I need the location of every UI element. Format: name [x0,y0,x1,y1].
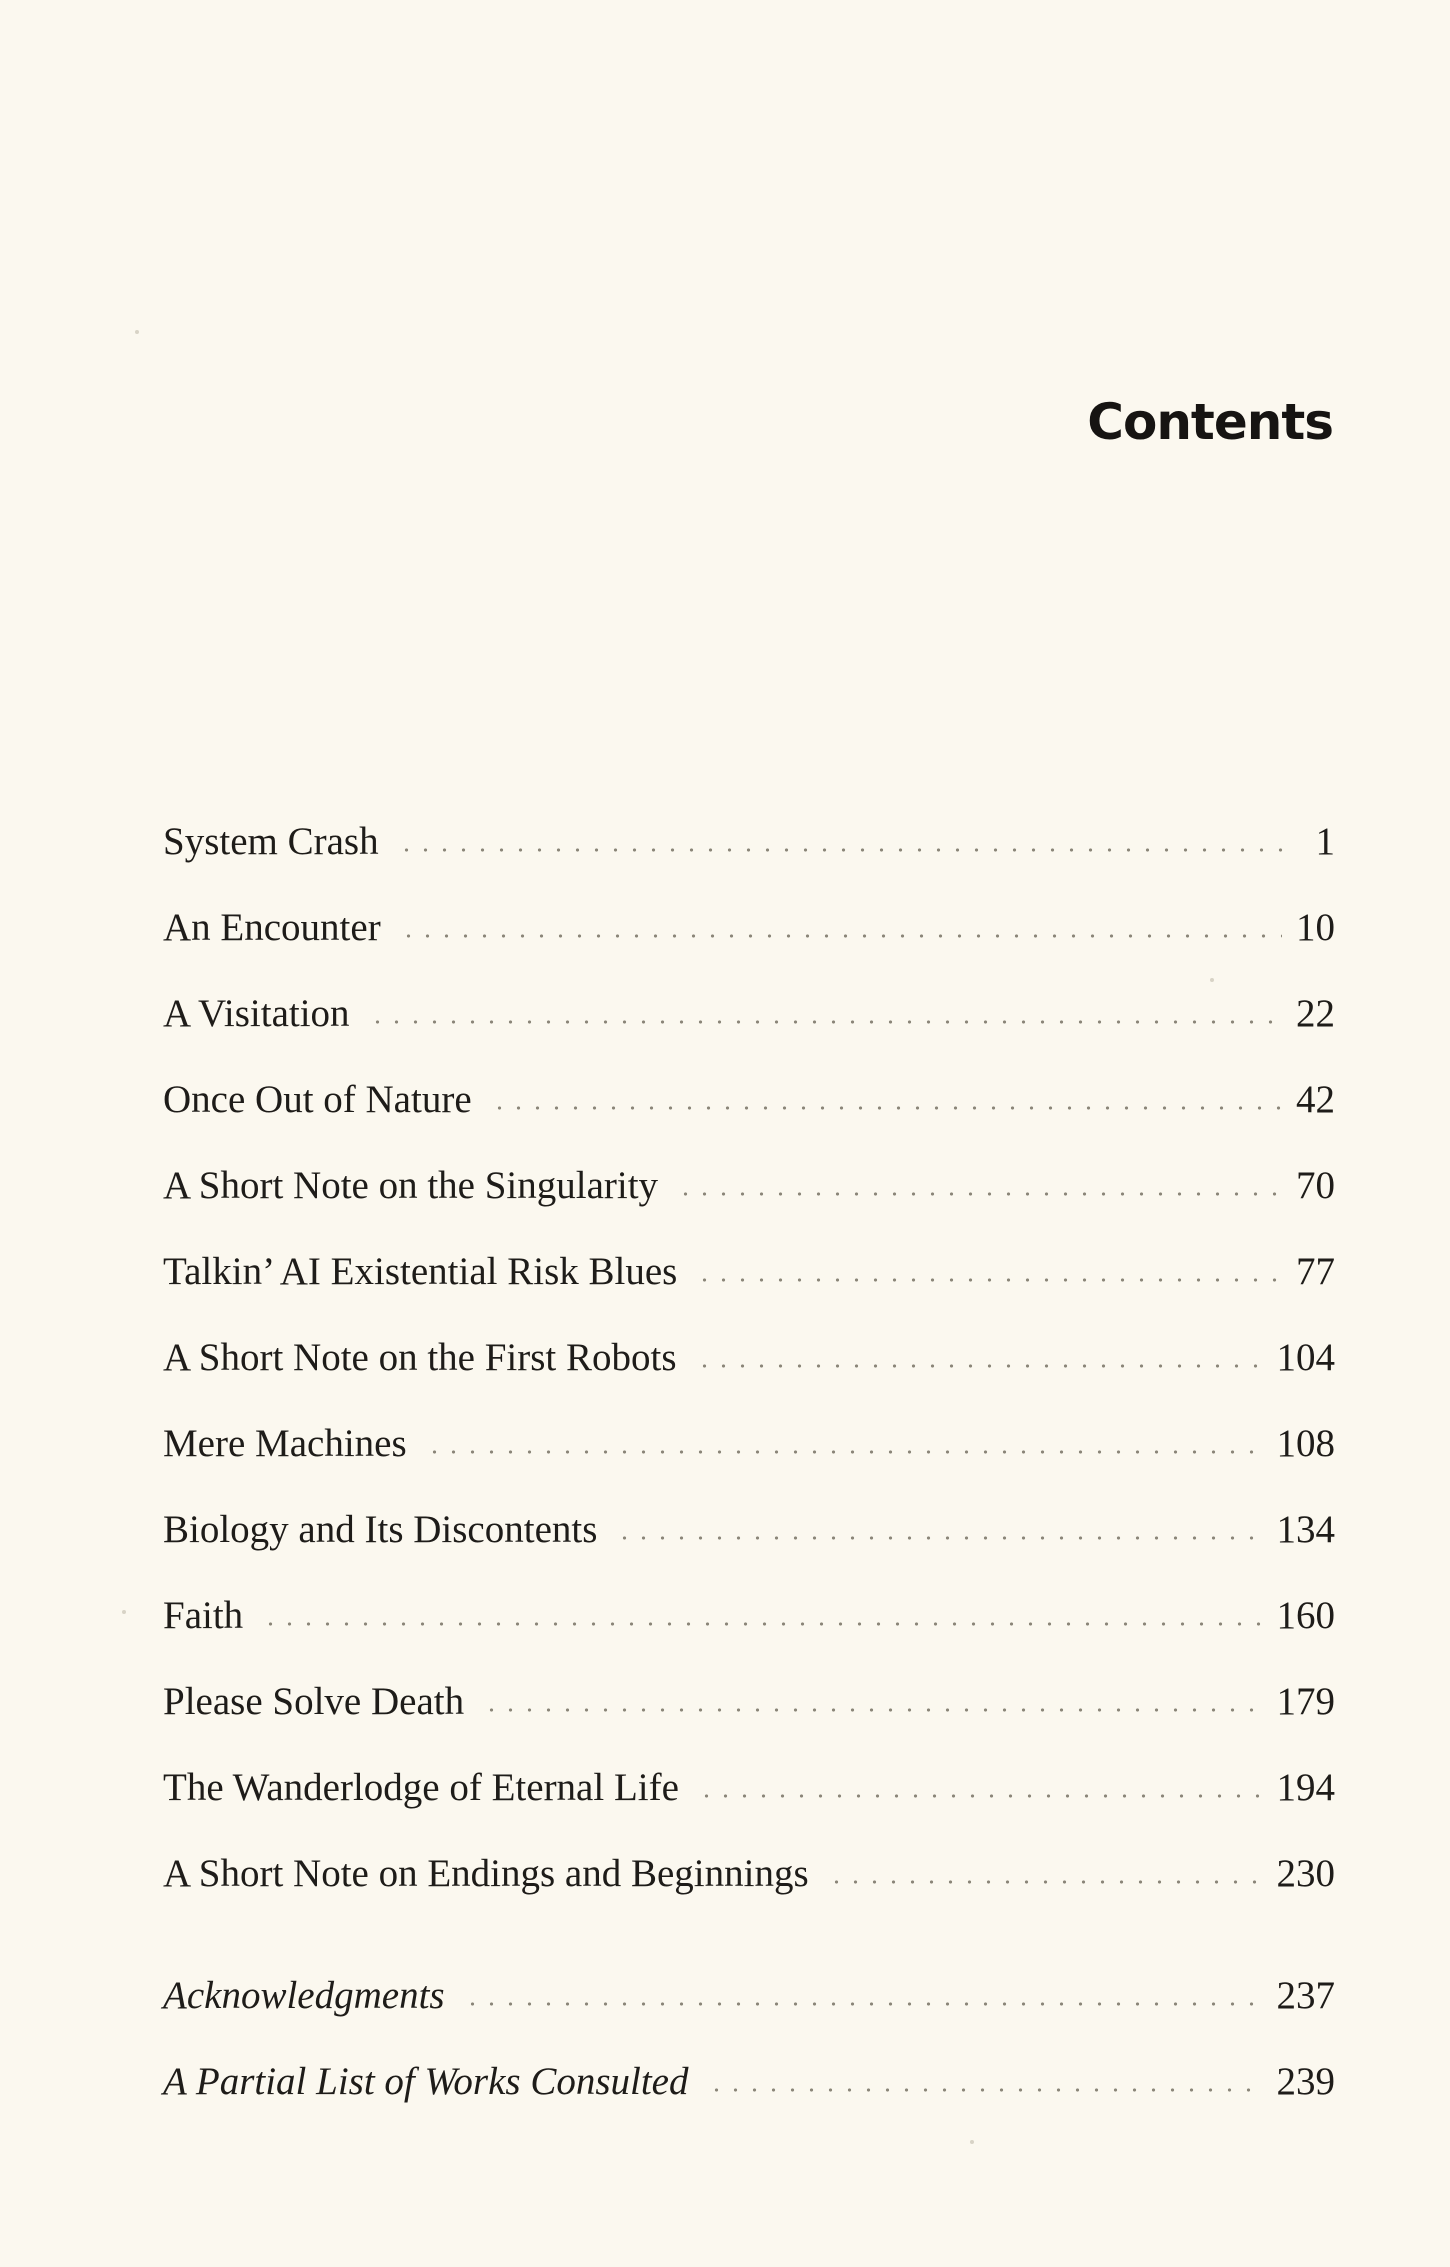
dot-leader [707,2088,1263,2092]
toc-entry-endings-beginnings[interactable] [163,1844,1335,1904]
dot-leader [827,1880,1263,1884]
dot-leader [425,1450,1263,1454]
toc-entry-faith[interactable] [163,1586,1335,1646]
toc-entry-title: Acknowledgments [163,1974,445,2017]
toc-entry-biology[interactable] [163,1500,1335,1560]
dot-leader [482,1708,1262,1712]
toc-entry-title: A Partial List of Works Consulted [163,2060,689,2103]
toc-entry-title: A Visitation [163,992,350,1035]
dot-leader [463,2002,1263,2006]
toc-entry-a-visitation[interactable] [163,984,1335,1044]
toc-entry-title: Biology and Its Discontents [163,1508,598,1551]
toc-entry-acknowledgments[interactable] [163,1966,1335,2026]
page-title: Contents [1087,393,1333,451]
toc-entry-title: The Wanderlodge of Eternal Life [163,1766,679,1809]
toc-entry-works-consulted[interactable] [163,2052,1335,2112]
toc-entry-wanderlodge[interactable] [163,1758,1335,1818]
toc-entry-please-solve-death[interactable] [163,1672,1335,1732]
toc-entry-title: A Short Note on the First Robots [163,1336,677,1379]
toc-entry-first-robots[interactable] [163,1328,1335,1388]
toc-page-number: 194 [1276,1766,1335,1809]
toc-entry-system-crash[interactable] [163,812,1335,872]
toc-entry-ai-risk-blues[interactable] [163,1242,1335,1302]
toc-entry-mere-machines[interactable] [163,1414,1335,1474]
toc-entry-title: Once Out of Nature [163,1078,472,1121]
toc-page-number: 230 [1276,1852,1335,1895]
toc-entry-title: Talkin’ AI Existential Risk Blues [163,1250,678,1293]
toc-entry-title: Please Solve Death [163,1680,465,1723]
toc-page-number: 239 [1276,2060,1335,2103]
paper-speck [970,2140,974,2144]
toc-page-number: 42 [1296,1078,1335,1121]
toc-entry-once-out-of-nature[interactable] [163,1070,1335,1130]
toc-page-number: 1 [1315,820,1335,863]
dot-leader [695,1278,1282,1282]
toc-entry-title: An Encounter [163,906,381,949]
toc-page-number: 179 [1276,1680,1335,1723]
toc-page-number: 160 [1276,1594,1335,1637]
toc-entry-singularity[interactable] [163,1156,1335,1216]
paper-speck [135,330,139,334]
dot-leader [615,1536,1262,1540]
toc-entry-title: A Short Note on Endings and Beginnings [163,1852,809,1895]
toc-entry-title: Faith [163,1594,244,1637]
dot-leader [399,934,1282,938]
toc-page-number: 70 [1296,1164,1335,1207]
paper-speck [122,1610,126,1614]
toc-entry-title: Mere Machines [163,1422,407,1465]
paper-speck [1210,978,1214,982]
toc-page-number: 134 [1276,1508,1335,1551]
dot-leader [695,1364,1263,1368]
toc-page-number: 22 [1296,992,1335,1035]
dot-leader [368,1020,1282,1024]
dot-leader [490,1106,1282,1110]
toc-page-number: 10 [1296,906,1335,949]
toc-entry-title: A Short Note on the Singularity [163,1164,659,1207]
dot-leader [261,1622,1262,1626]
toc-page-number: 237 [1276,1974,1335,2017]
toc-page-number: 108 [1276,1422,1335,1465]
dot-leader [676,1192,1282,1196]
dot-leader [397,848,1291,852]
toc-entry-title: System Crash [163,820,379,863]
dot-leader [697,1794,1263,1798]
toc-page-number: 104 [1276,1336,1335,1379]
toc-page-number: 77 [1296,1250,1335,1293]
toc-entry-an-encounter[interactable] [163,898,1335,958]
